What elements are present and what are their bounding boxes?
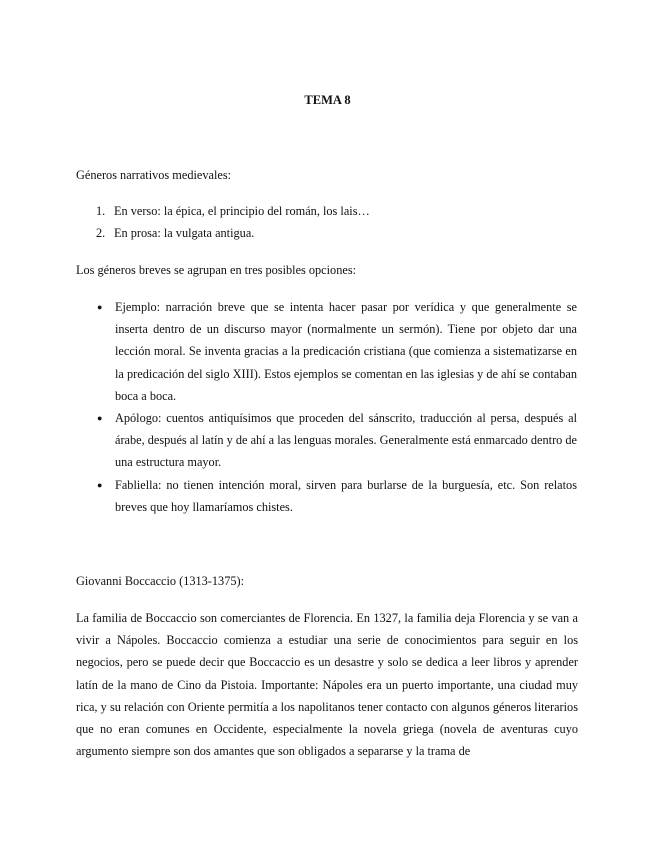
breves-intro-text: Los géneros breves se agrupan en tres posibles opciones: [76,263,357,277]
numbered-list-item [96,222,576,244]
list-number: 2. [96,226,106,240]
bullet-dot-icon: ● [97,302,103,312]
list-item-text: En verso: la épica, el principio del román, los lais… [114,204,370,218]
bullet-item-apologo: Apólogo: cuentos antiquísimos que proceden del sánscrito, traducción al persa, después al árabe, después al latín y de ahí a las lenguas morales. Generalmente está enmarcado dentro de una estructura mayor. [115,411,577,470]
numbered-list-item [96,200,576,222]
section-heading: Giovanni Boccaccio (1313-1375): [76,574,245,588]
list-number: 1. [96,204,106,218]
bullet-item-fabliella: Fabliella: no tienen intención moral, sirven para burlarse de la burguesía, etc. Son relatos breves que hoy llamaríamos chistes. [115,478,577,515]
bullet-dot-icon: ● [97,413,103,423]
list-item-text: En prosa: la vulgata antigua. [114,226,255,240]
bullet-item-ejemplo: Ejemplo: narración breve que se intenta hacer pasar por verídica y que generalmente se inserta dentro de un discurso mayor (normalmente un sermón). Tiene por objeto dar una lección moral. Se inventa gracias a la predicación cristiana (que comienza a sistematizarse en la predicación del siglo XIII). Estos ejemplos se comentan en las iglesias y de ahí se contaban boca a boca. [115,300,577,403]
document-title: TEMA 8 [304,93,351,107]
bullet-dot-icon: ● [97,480,103,490]
intro-text: Géneros narrativos medievales: [76,168,232,182]
section-paragraph: La familia de Boccaccio son comerciantes de Florencia. En 1327, la familia deja Florencia y se van a vivir a Nápoles. Boccaccio comienza a estudiar una serie de conocimientos para seguir en los negocios, pero se puede decir que Boccaccio es un desastre y solo se dedica a leer libros y aprender latín de la mano de Cino da Pistoia. Importante: Nápoles era un puerto importante, una ciudad muy rica, y su relación con Oriente permitía a los napolitanos tener contacto con algunos géneros literarios que no eran comunes en Occidente, especialmente la novela griega (novela de aventuras cuyo argumento siempre son dos amantes que son obligados a separarse y la trama de [76,611,578,759]
